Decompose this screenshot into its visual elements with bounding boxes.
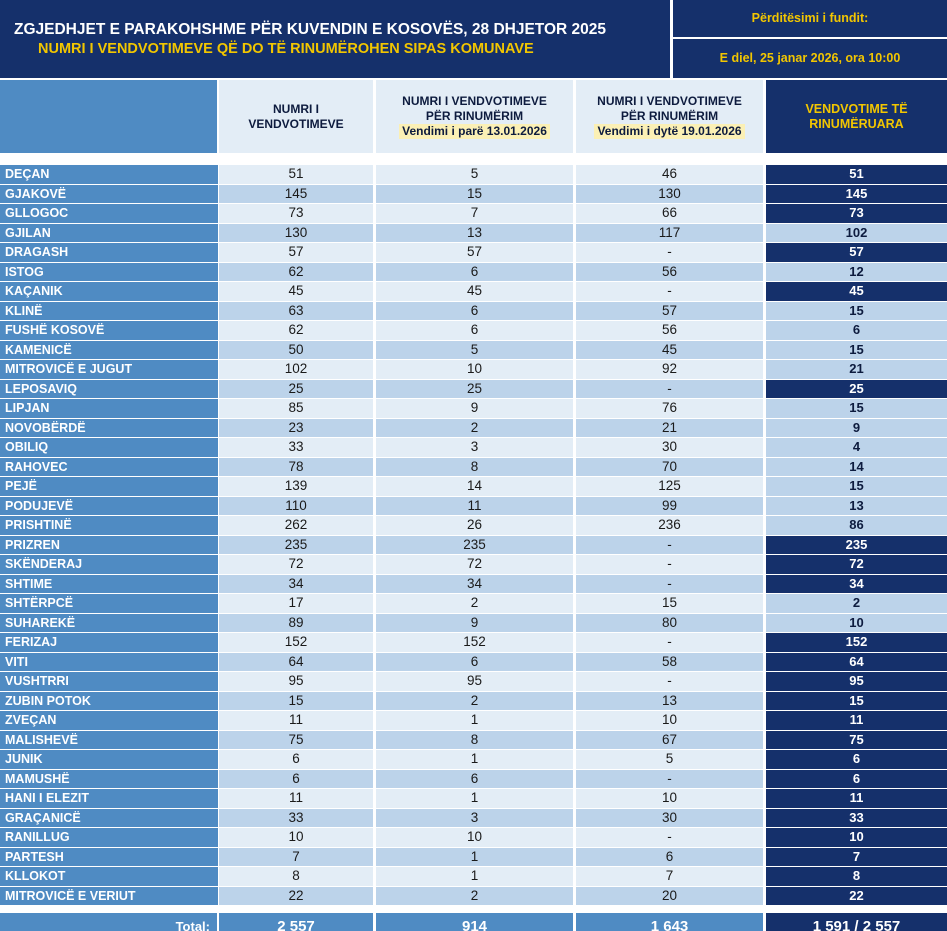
recounted-count: 4 <box>766 438 947 457</box>
second-decision-count: 92 <box>576 360 763 379</box>
polling-stations-count: 262 <box>219 516 373 535</box>
table-row <box>0 750 947 770</box>
last-update-label: Përditësimi i fundit: <box>673 0 947 37</box>
decision-date-label: Vendimi i parë 13.01.2026 <box>399 124 550 139</box>
second-decision-count: 80 <box>576 614 763 633</box>
first-decision-count: 152 <box>376 633 573 652</box>
recounted-count: 15 <box>766 399 947 418</box>
table-row <box>0 867 947 887</box>
municipality-name: OBILIQ <box>0 438 218 457</box>
table-row <box>0 536 947 556</box>
table-row <box>0 458 947 478</box>
first-decision-count: 26 <box>376 516 573 535</box>
municipality-name: PEJË <box>0 477 218 496</box>
polling-stations-count: 33 <box>219 809 373 828</box>
table-row <box>0 516 947 536</box>
table-row <box>0 711 947 731</box>
municipality-name: HANI I ELEZIT <box>0 789 218 808</box>
recounted-count: 33 <box>766 809 947 828</box>
polling-stations-count: 78 <box>219 458 373 477</box>
municipality-name: KAÇANIK <box>0 282 218 301</box>
municipality-name: GRAÇANICË <box>0 809 218 828</box>
municipality-name: DRAGASH <box>0 243 218 262</box>
municipality-name: PODUJEVË <box>0 497 218 516</box>
recounted-count: 9 <box>766 419 947 438</box>
second-decision-count: - <box>576 536 763 555</box>
column-header-text: VENDVOTIME TË <box>805 101 908 116</box>
column-header-text: RINUMËRUARA <box>809 116 904 131</box>
polling-stations-count: 235 <box>219 536 373 555</box>
municipality-name: PRISHTINË <box>0 516 218 535</box>
second-decision-count: - <box>576 633 763 652</box>
second-decision-count: 67 <box>576 731 763 750</box>
recounted-count: 34 <box>766 575 947 594</box>
second-decision-count: 130 <box>576 185 763 204</box>
recounted-count: 45 <box>766 282 947 301</box>
recounted-count: 86 <box>766 516 947 535</box>
second-decision-count: 45 <box>576 341 763 360</box>
recounted-count: 6 <box>766 770 947 789</box>
municipality-name: KLLOKOT <box>0 867 218 886</box>
first-decision-count: 8 <box>376 458 573 477</box>
polling-stations-count: 51 <box>219 165 373 184</box>
first-decision-count: 1 <box>376 848 573 867</box>
recounted-count: 73 <box>766 204 947 223</box>
totals-row <box>0 913 947 931</box>
recounted-count: 11 <box>766 789 947 808</box>
recounted-count: 152 <box>766 633 947 652</box>
decision-date-label: Vendimi i dytë 19.01.2026 <box>594 124 744 139</box>
recounted-count: 13 <box>766 497 947 516</box>
polling-stations-count: 11 <box>219 711 373 730</box>
table-row <box>0 653 947 673</box>
second-decision-count: - <box>576 282 763 301</box>
municipality-name: NOVOBËRDË <box>0 419 218 438</box>
municipality-name: GLLOGOC <box>0 204 218 223</box>
column-header-recounted <box>766 80 947 153</box>
first-decision-count: 2 <box>376 594 573 613</box>
polling-stations-count: 33 <box>219 438 373 457</box>
recounted-count: 25 <box>766 380 947 399</box>
municipality-name: VITI <box>0 653 218 672</box>
table-row <box>0 692 947 712</box>
municipality-name: SUHAREKË <box>0 614 218 633</box>
table-row <box>0 731 947 751</box>
municipality-name: MITROVICË E JUGUT <box>0 360 218 379</box>
totals-polling-stations: 2 557 <box>219 913 373 931</box>
table-row <box>0 399 947 419</box>
second-decision-count: 10 <box>576 711 763 730</box>
first-decision-count: 1 <box>376 867 573 886</box>
second-decision-count: - <box>576 672 763 691</box>
polling-stations-count: 95 <box>219 672 373 691</box>
table-row <box>0 204 947 224</box>
table-row <box>0 789 947 809</box>
polling-stations-count: 57 <box>219 243 373 262</box>
first-decision-count: 9 <box>376 614 573 633</box>
first-decision-count: 5 <box>376 341 573 360</box>
polling-stations-count: 85 <box>219 399 373 418</box>
first-decision-count: 45 <box>376 282 573 301</box>
first-decision-count: 9 <box>376 399 573 418</box>
second-decision-count: 236 <box>576 516 763 535</box>
column-header-text: NUMRI I VENDVOTIMEVE <box>597 94 742 108</box>
first-decision-count: 3 <box>376 809 573 828</box>
first-decision-count: 1 <box>376 711 573 730</box>
municipality-name: RAHOVEC <box>0 458 218 477</box>
recounted-count: 6 <box>766 321 947 340</box>
polling-stations-count: 23 <box>219 419 373 438</box>
second-decision-count: 66 <box>576 204 763 223</box>
second-decision-count: 21 <box>576 419 763 438</box>
municipality-name: FERIZAJ <box>0 633 218 652</box>
table-row <box>0 828 947 848</box>
table-row <box>0 477 947 497</box>
table-row <box>0 809 947 829</box>
second-decision-count: 56 <box>576 321 763 340</box>
recounted-count: 10 <box>766 614 947 633</box>
page-subtitle: NUMRI I VENDVOTIMEVE QË DO TË RINUMËROHEN SIPAS KOMUNAVE <box>38 41 534 57</box>
page-title: ZGJEDHJET E PARAKOHSHME PËR KUVENDIN E KOSOVËS, 28 DHJETOR 2025 <box>14 21 607 38</box>
totals-first-decision: 914 <box>376 913 573 931</box>
second-decision-count: 56 <box>576 263 763 282</box>
first-decision-count: 2 <box>376 419 573 438</box>
first-decision-count: 34 <box>376 575 573 594</box>
recounted-count: 95 <box>766 672 947 691</box>
municipality-name: GJILAN <box>0 224 218 243</box>
recounted-count: 6 <box>766 750 947 769</box>
first-decision-count: 6 <box>376 263 573 282</box>
table-row <box>0 575 947 595</box>
table-row <box>0 633 947 653</box>
recounted-count: 235 <box>766 536 947 555</box>
recounted-count: 21 <box>766 360 947 379</box>
municipality-name: MALISHEVË <box>0 731 218 750</box>
first-decision-count: 1 <box>376 789 573 808</box>
municipality-table-body <box>0 165 947 906</box>
second-decision-count: - <box>576 828 763 847</box>
first-decision-count: 13 <box>376 224 573 243</box>
recounted-count: 22 <box>766 887 947 906</box>
table-row <box>0 321 947 341</box>
table-row <box>0 282 947 302</box>
second-decision-count: 5 <box>576 750 763 769</box>
second-decision-count: 57 <box>576 302 763 321</box>
polling-stations-count: 8 <box>219 867 373 886</box>
second-decision-count: - <box>576 243 763 262</box>
municipality-name: SHTËRPCË <box>0 594 218 613</box>
table-row <box>0 341 947 361</box>
municipality-name: MITROVICË E VERIUT <box>0 887 218 906</box>
municipality-name: PARTESH <box>0 848 218 867</box>
first-decision-count: 15 <box>376 185 573 204</box>
first-decision-count: 2 <box>376 692 573 711</box>
first-decision-count: 25 <box>376 380 573 399</box>
municipality-name: DEÇAN <box>0 165 218 184</box>
totals-recounted: 1 591 / 2 557 <box>766 913 947 931</box>
second-decision-count: 70 <box>576 458 763 477</box>
table-row <box>0 185 947 205</box>
second-decision-count: 30 <box>576 438 763 457</box>
second-decision-count: 30 <box>576 809 763 828</box>
table-row <box>0 438 947 458</box>
first-decision-count: 5 <box>376 165 573 184</box>
recounted-count: 15 <box>766 692 947 711</box>
table-row <box>0 555 947 575</box>
polling-stations-count: 22 <box>219 887 373 906</box>
municipality-name: LEPOSAVIQ <box>0 380 218 399</box>
second-decision-count: 20 <box>576 887 763 906</box>
second-decision-count: 58 <box>576 653 763 672</box>
second-decision-count: 99 <box>576 497 763 516</box>
recounted-count: 14 <box>766 458 947 477</box>
second-decision-count: 15 <box>576 594 763 613</box>
polling-stations-count: 17 <box>219 594 373 613</box>
polling-stations-count: 73 <box>219 204 373 223</box>
recounted-count: 12 <box>766 263 947 282</box>
municipality-name: ZVEÇAN <box>0 711 218 730</box>
polling-stations-count: 64 <box>219 653 373 672</box>
municipality-name: GJAKOVË <box>0 185 218 204</box>
first-decision-count: 6 <box>376 653 573 672</box>
first-decision-count: 6 <box>376 302 573 321</box>
column-header-text: NUMRI I <box>273 101 319 116</box>
polling-stations-count: 63 <box>219 302 373 321</box>
polling-stations-count: 6 <box>219 750 373 769</box>
table-row <box>0 770 947 790</box>
table-row <box>0 614 947 634</box>
municipality-name: KLINË <box>0 302 218 321</box>
polling-stations-count: 62 <box>219 321 373 340</box>
first-decision-count: 2 <box>376 887 573 906</box>
polling-stations-count: 11 <box>219 789 373 808</box>
totals-second-decision: 1 643 <box>576 913 763 931</box>
municipality-name: ZUBIN POTOK <box>0 692 218 711</box>
second-decision-count: 76 <box>576 399 763 418</box>
table-row <box>0 419 947 439</box>
recounted-count: 72 <box>766 555 947 574</box>
polling-stations-count: 15 <box>219 692 373 711</box>
polling-stations-count: 10 <box>219 828 373 847</box>
table-row <box>0 165 947 185</box>
polling-stations-count: 72 <box>219 555 373 574</box>
recounted-count: 64 <box>766 653 947 672</box>
municipality-name: LIPJAN <box>0 399 218 418</box>
first-decision-count: 3 <box>376 438 573 457</box>
municipality-name: KAMENICË <box>0 341 218 360</box>
column-header-text: VENDVOTIMEVE <box>248 116 344 131</box>
first-decision-count: 10 <box>376 360 573 379</box>
municipality-name: JUNIK <box>0 750 218 769</box>
first-decision-count: 7 <box>376 204 573 223</box>
column-header-text: PËR RINUMËRIM <box>425 109 524 123</box>
table-row <box>0 594 947 614</box>
municipality-name: VUSHTRRI <box>0 672 218 691</box>
polling-stations-count: 89 <box>219 614 373 633</box>
polling-stations-count: 45 <box>219 282 373 301</box>
first-decision-count: 6 <box>376 770 573 789</box>
second-decision-count: - <box>576 380 763 399</box>
column-header-municipality <box>0 80 217 153</box>
second-decision-count: - <box>576 575 763 594</box>
first-decision-count: 72 <box>376 555 573 574</box>
table-row <box>0 497 947 517</box>
last-update-value: E diel, 25 janar 2026, ora 10:00 <box>673 39 947 78</box>
recounted-count: 51 <box>766 165 947 184</box>
polling-stations-count: 102 <box>219 360 373 379</box>
table-row <box>0 224 947 244</box>
second-decision-count: 117 <box>576 224 763 243</box>
polling-stations-count: 110 <box>219 497 373 516</box>
polling-stations-count: 62 <box>219 263 373 282</box>
column-header-text: PËR RINUMËRIM <box>620 109 719 123</box>
column-header-text: NUMRI I VENDVOTIMEVE <box>402 94 547 108</box>
first-decision-count: 11 <box>376 497 573 516</box>
table-row <box>0 672 947 692</box>
column-header-second-decision <box>576 80 763 153</box>
municipality-name: ISTOG <box>0 263 218 282</box>
second-decision-count: - <box>576 555 763 574</box>
table-row <box>0 848 947 868</box>
recounted-count: 11 <box>766 711 947 730</box>
second-decision-count: 13 <box>576 692 763 711</box>
recounted-count: 75 <box>766 731 947 750</box>
recounted-count: 15 <box>766 477 947 496</box>
polling-stations-count: 6 <box>219 770 373 789</box>
polling-stations-count: 139 <box>219 477 373 496</box>
first-decision-count: 10 <box>376 828 573 847</box>
table-row <box>0 263 947 283</box>
second-decision-count: 7 <box>576 867 763 886</box>
first-decision-count: 14 <box>376 477 573 496</box>
polling-stations-count: 50 <box>219 341 373 360</box>
recounted-count: 7 <box>766 848 947 867</box>
header-banner <box>0 0 670 78</box>
recounted-count: 10 <box>766 828 947 847</box>
polling-stations-count: 7 <box>219 848 373 867</box>
second-decision-count: 6 <box>576 848 763 867</box>
second-decision-count: 46 <box>576 165 763 184</box>
polling-stations-count: 75 <box>219 731 373 750</box>
second-decision-count: 10 <box>576 789 763 808</box>
recounted-count: 15 <box>766 302 947 321</box>
table-row <box>0 887 947 907</box>
recounted-count: 2 <box>766 594 947 613</box>
table-row <box>0 380 947 400</box>
municipality-name: SKËNDERAJ <box>0 555 218 574</box>
recounted-count: 145 <box>766 185 947 204</box>
recounted-count: 15 <box>766 341 947 360</box>
recounted-count: 8 <box>766 867 947 886</box>
first-decision-count: 6 <box>376 321 573 340</box>
totals-label: Total: <box>0 913 217 931</box>
polling-stations-count: 34 <box>219 575 373 594</box>
municipality-name: FUSHË KOSOVË <box>0 321 218 340</box>
municipality-name: PRIZREN <box>0 536 218 555</box>
second-decision-count: - <box>576 770 763 789</box>
municipality-name: MAMUSHË <box>0 770 218 789</box>
first-decision-count: 95 <box>376 672 573 691</box>
polling-stations-count: 152 <box>219 633 373 652</box>
first-decision-count: 1 <box>376 750 573 769</box>
first-decision-count: 235 <box>376 536 573 555</box>
table-row <box>0 243 947 263</box>
first-decision-count: 8 <box>376 731 573 750</box>
first-decision-count: 57 <box>376 243 573 262</box>
recounted-count: 102 <box>766 224 947 243</box>
recounted-count: 57 <box>766 243 947 262</box>
municipality-name: SHTIME <box>0 575 218 594</box>
table-row <box>0 360 947 380</box>
polling-stations-count: 130 <box>219 224 373 243</box>
municipality-name: RANILLUG <box>0 828 218 847</box>
column-header-polling-stations <box>219 80 373 153</box>
second-decision-count: 125 <box>576 477 763 496</box>
column-header-first-decision <box>376 80 573 153</box>
polling-stations-count: 25 <box>219 380 373 399</box>
polling-stations-count: 145 <box>219 185 373 204</box>
table-row <box>0 302 947 322</box>
